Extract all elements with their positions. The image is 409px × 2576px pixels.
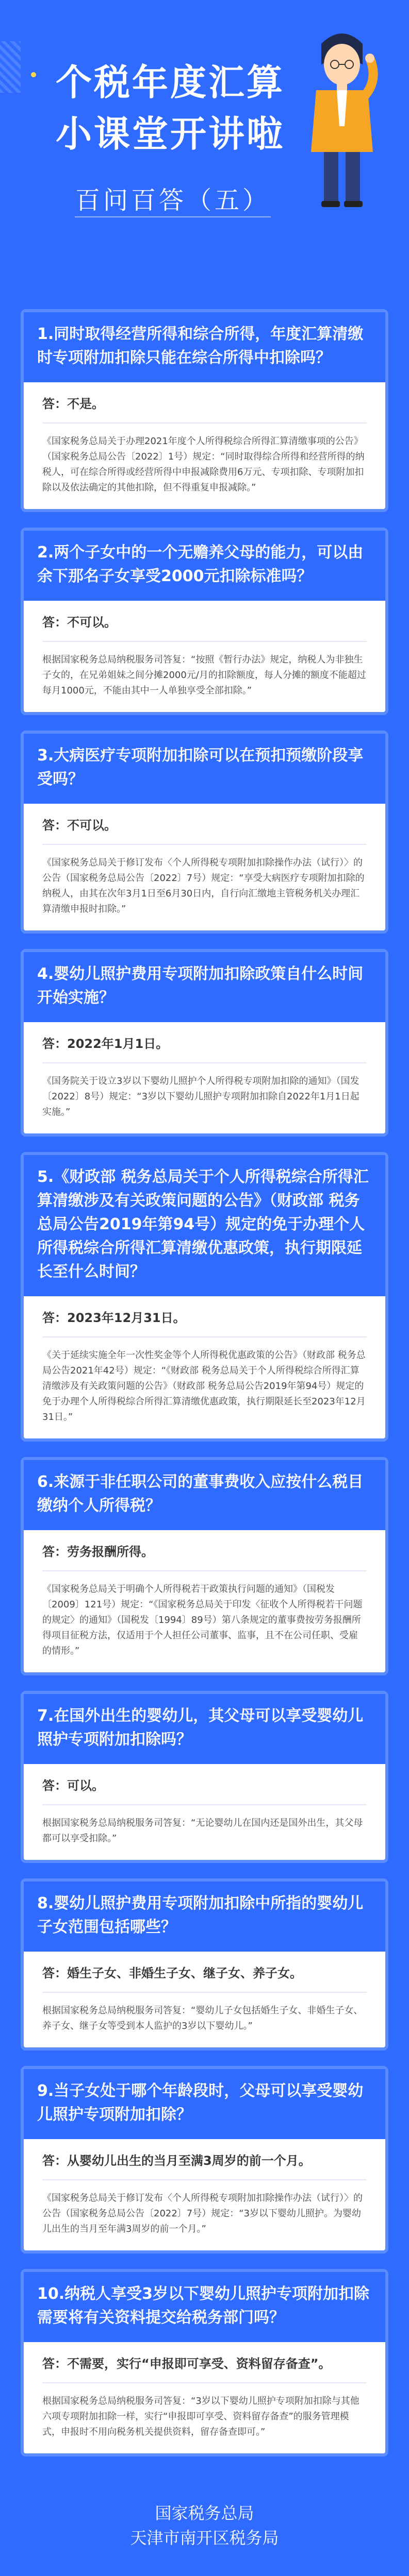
qa-card [21, 731, 388, 934]
page-subtitle: 百问百答（五） [75, 186, 270, 215]
subtitle-underline [75, 216, 271, 217]
answer-divider [42, 1804, 367, 1805]
title-line-2: 小课堂开讲啦 [56, 113, 285, 155]
decorative-stripe [0, 41, 21, 93]
question-text: 5.《财政部 税务总局关于个人所得税综合所得汇算清缴涉及有关政策问题的公告》（财政部 税务总局公告2019年第94号）规定的免于办理个人所得税综合所得汇算清缴优惠政策，执行期限延长至什么时间？ [24, 1155, 385, 1296]
answer-divider [42, 1336, 367, 1337]
qa-card [21, 1457, 388, 1675]
question-text: 8.婴幼儿照护费用专项附加扣除中所指的婴幼儿子女范围包括哪些？ [24, 1882, 385, 1952]
question-text: 6.来源于非任职公司的董事费收入应按什么税目缴纳个人所得税？ [24, 1460, 385, 1530]
answer-divider [42, 1992, 367, 1993]
basis-text: 根据国家税务总局纳税服务司答复：“婴幼儿子女包括婚生子女、非婚生子女、养子女、继子女等受到本人监护的3岁以下婴幼儿。” [42, 2005, 363, 2031]
question-text: 1.同时取得经营所得和综合所得，年度汇算清缴时专项附加扣除只能在综合所得中扣除吗？ [24, 312, 385, 382]
footer-line-1: 国家税务总局 [155, 2503, 254, 2523]
answer-text: 答：不是。 [42, 397, 104, 411]
question-text: 4.婴幼儿照护费用专项附加扣除政策自什么时间开始实施？ [24, 952, 385, 1022]
basis-text: 《国家税务总局关于修订发布〈个人所得税专项附加扣除操作办法（试行）〉的公告（国家税务总局公告〔2022〕7号）规定：“享受大病医疗专项附加扣除的纳税人，由其在次年3月1日至6月30日内，自行向汇缴地主管税务机关办理汇算清缴申报时扣除。” [42, 857, 365, 914]
answer-text: 答：不可以。 [42, 615, 117, 630]
basis-text: 《国家税务总局关于明确个人所得税若干政策执行问题的通知》（国税发〔2009〕121号）规定：“《国家税务总局关于印发〈征收个人所得税若干问题的规定〉的通知》（国税发〔1994〕89号）第八条规定的董事费按劳务报酬所得项目征税方法，仅适用于个人担任公司董事、监事，且不在公司任职、受雇的情形。” [42, 1584, 363, 1656]
answer-text: 答：劳务报酬所得。 [42, 1545, 154, 1559]
basis-text: 《国家税务总局关于办理2021年度个人所得税综合所得汇算清缴事项的公告》（国家税务总局公告〔2022〕1号）规定：“同时取得综合所得和经营所得的纳税人，可在综合所得或经营所得中申报减除费用6万元、专项扣除、专项附加扣除以及依法确定的其他扣除，但不得重复申报减除。” [42, 436, 365, 493]
qa-card [21, 2269, 388, 2456]
question-text: 9.当子女处于哪个年龄段时，父母可以享受婴幼儿照护专项附加扣除？ [24, 2069, 385, 2139]
question-text: 3.大病医疗专项附加扣除可以在预扣预缴阶段享受吗？ [24, 734, 385, 804]
qa-card [21, 528, 388, 715]
qa-card [21, 1691, 388, 1863]
basis-text: 根据国家税务总局纳税服务司答复：“3岁以下婴幼儿照护专项附加扣除与其他六项专项附加扣除一样，实行“申报即可享受、资料留存备查”的服务管理模式，申报时不用向税务机关提供资料，留存备查即可。” [42, 2396, 359, 2437]
basis-text: 《关于延续实施全年一次性奖金等个人所得税优惠政策的公告》（财政部 税务总局公告2021年42号）规定：“《财政部 税务总局关于个人所得税综合所得汇算清缴涉及有关政策问题的公告》（财政部 税务总局公告2019年第94号）规定的免于办理个人所得税综合所得汇算清缴优惠政策，执行期限延长至2023年12月31日。” [42, 1350, 366, 1422]
answer-text: 答：2023年12月31日。 [42, 1311, 186, 1325]
answer-divider [42, 844, 367, 845]
qa-card [21, 1878, 388, 2050]
footer [0, 2472, 409, 2576]
answer-text: 答：可以。 [42, 1778, 104, 1793]
qa-card [21, 1152, 388, 1442]
mascot-icon [301, 23, 383, 214]
answer-text: 答：婚生子女、非婚生子女、继子女、养子女。 [42, 1966, 302, 1980]
answer-divider [42, 2382, 367, 2383]
footer-line-2: 天津市南开区税务局 [130, 2528, 279, 2548]
answer-text: 答：不需要，实行“申报即可享受、资料留存备查”。 [42, 2357, 331, 2371]
decorative-dot [31, 72, 36, 77]
qa-card [21, 309, 388, 512]
basis-text: 《国务院关于设立3岁以下婴幼儿照护个人所得税专项附加扣除的通知》（国发〔2022〕8号）规定：“3岁以下婴幼儿照护专项附加扣除自2022年1月1日起实施。” [42, 1076, 359, 1117]
answer-divider [42, 1062, 367, 1063]
qa-list [0, 309, 409, 2456]
basis-text: 《国家税务总局关于修订发布〈个人所得税专项附加扣除操作办法（试行）〉的公告（国家税务总局公告〔2022〕7号）规定：“3岁以下婴幼儿照护。为婴幼儿出生的当月至年满3周岁的前一个月。” [42, 2193, 363, 2234]
answer-divider [42, 2179, 367, 2180]
answer-divider [42, 422, 367, 423]
answer-text: 答：不可以。 [42, 818, 117, 833]
question-text: 10.纳税人享受3岁以下婴幼儿照护专项附加扣除需要将有关资料提交给税务部门吗？ [24, 2272, 385, 2342]
answer-text: 答：2022年1月1日。 [42, 1037, 169, 1051]
answer-divider [42, 641, 367, 642]
title-line-1: 个税年度汇算 [56, 61, 285, 104]
header [0, 0, 409, 309]
answer-text: 答：从婴幼儿出生的当月至满3周岁的前一个月。 [42, 2154, 311, 2168]
basis-text: 根据国家税务总局纳税服务司答复：“按照《暂行办法》规定，纳税人为非独生子女的，在兄弟姐妹之间分摊2000元/月的扣除额度，每人分摊的额度不能超过每月1000元，不能由其中一人单独享受全部扣除。” [42, 654, 366, 696]
page-title [36, 57, 304, 160]
question-text: 2.两个子女中的一个无赡养父母的能力，可以由余下那名子女享受2000元扣除标准吗？ [24, 531, 385, 601]
answer-divider [42, 1570, 367, 1571]
question-text: 7.在国外出生的婴幼儿，其父母可以享受婴幼儿照护专项附加扣除吗？ [24, 1694, 385, 1764]
qa-card [21, 949, 388, 1137]
basis-text: 根据国家税务总局纳税服务司答复：“无论婴幼儿在国内还是国外出生，其父母都可以享受扣除。” [42, 1818, 363, 1844]
qa-card [21, 2066, 388, 2253]
